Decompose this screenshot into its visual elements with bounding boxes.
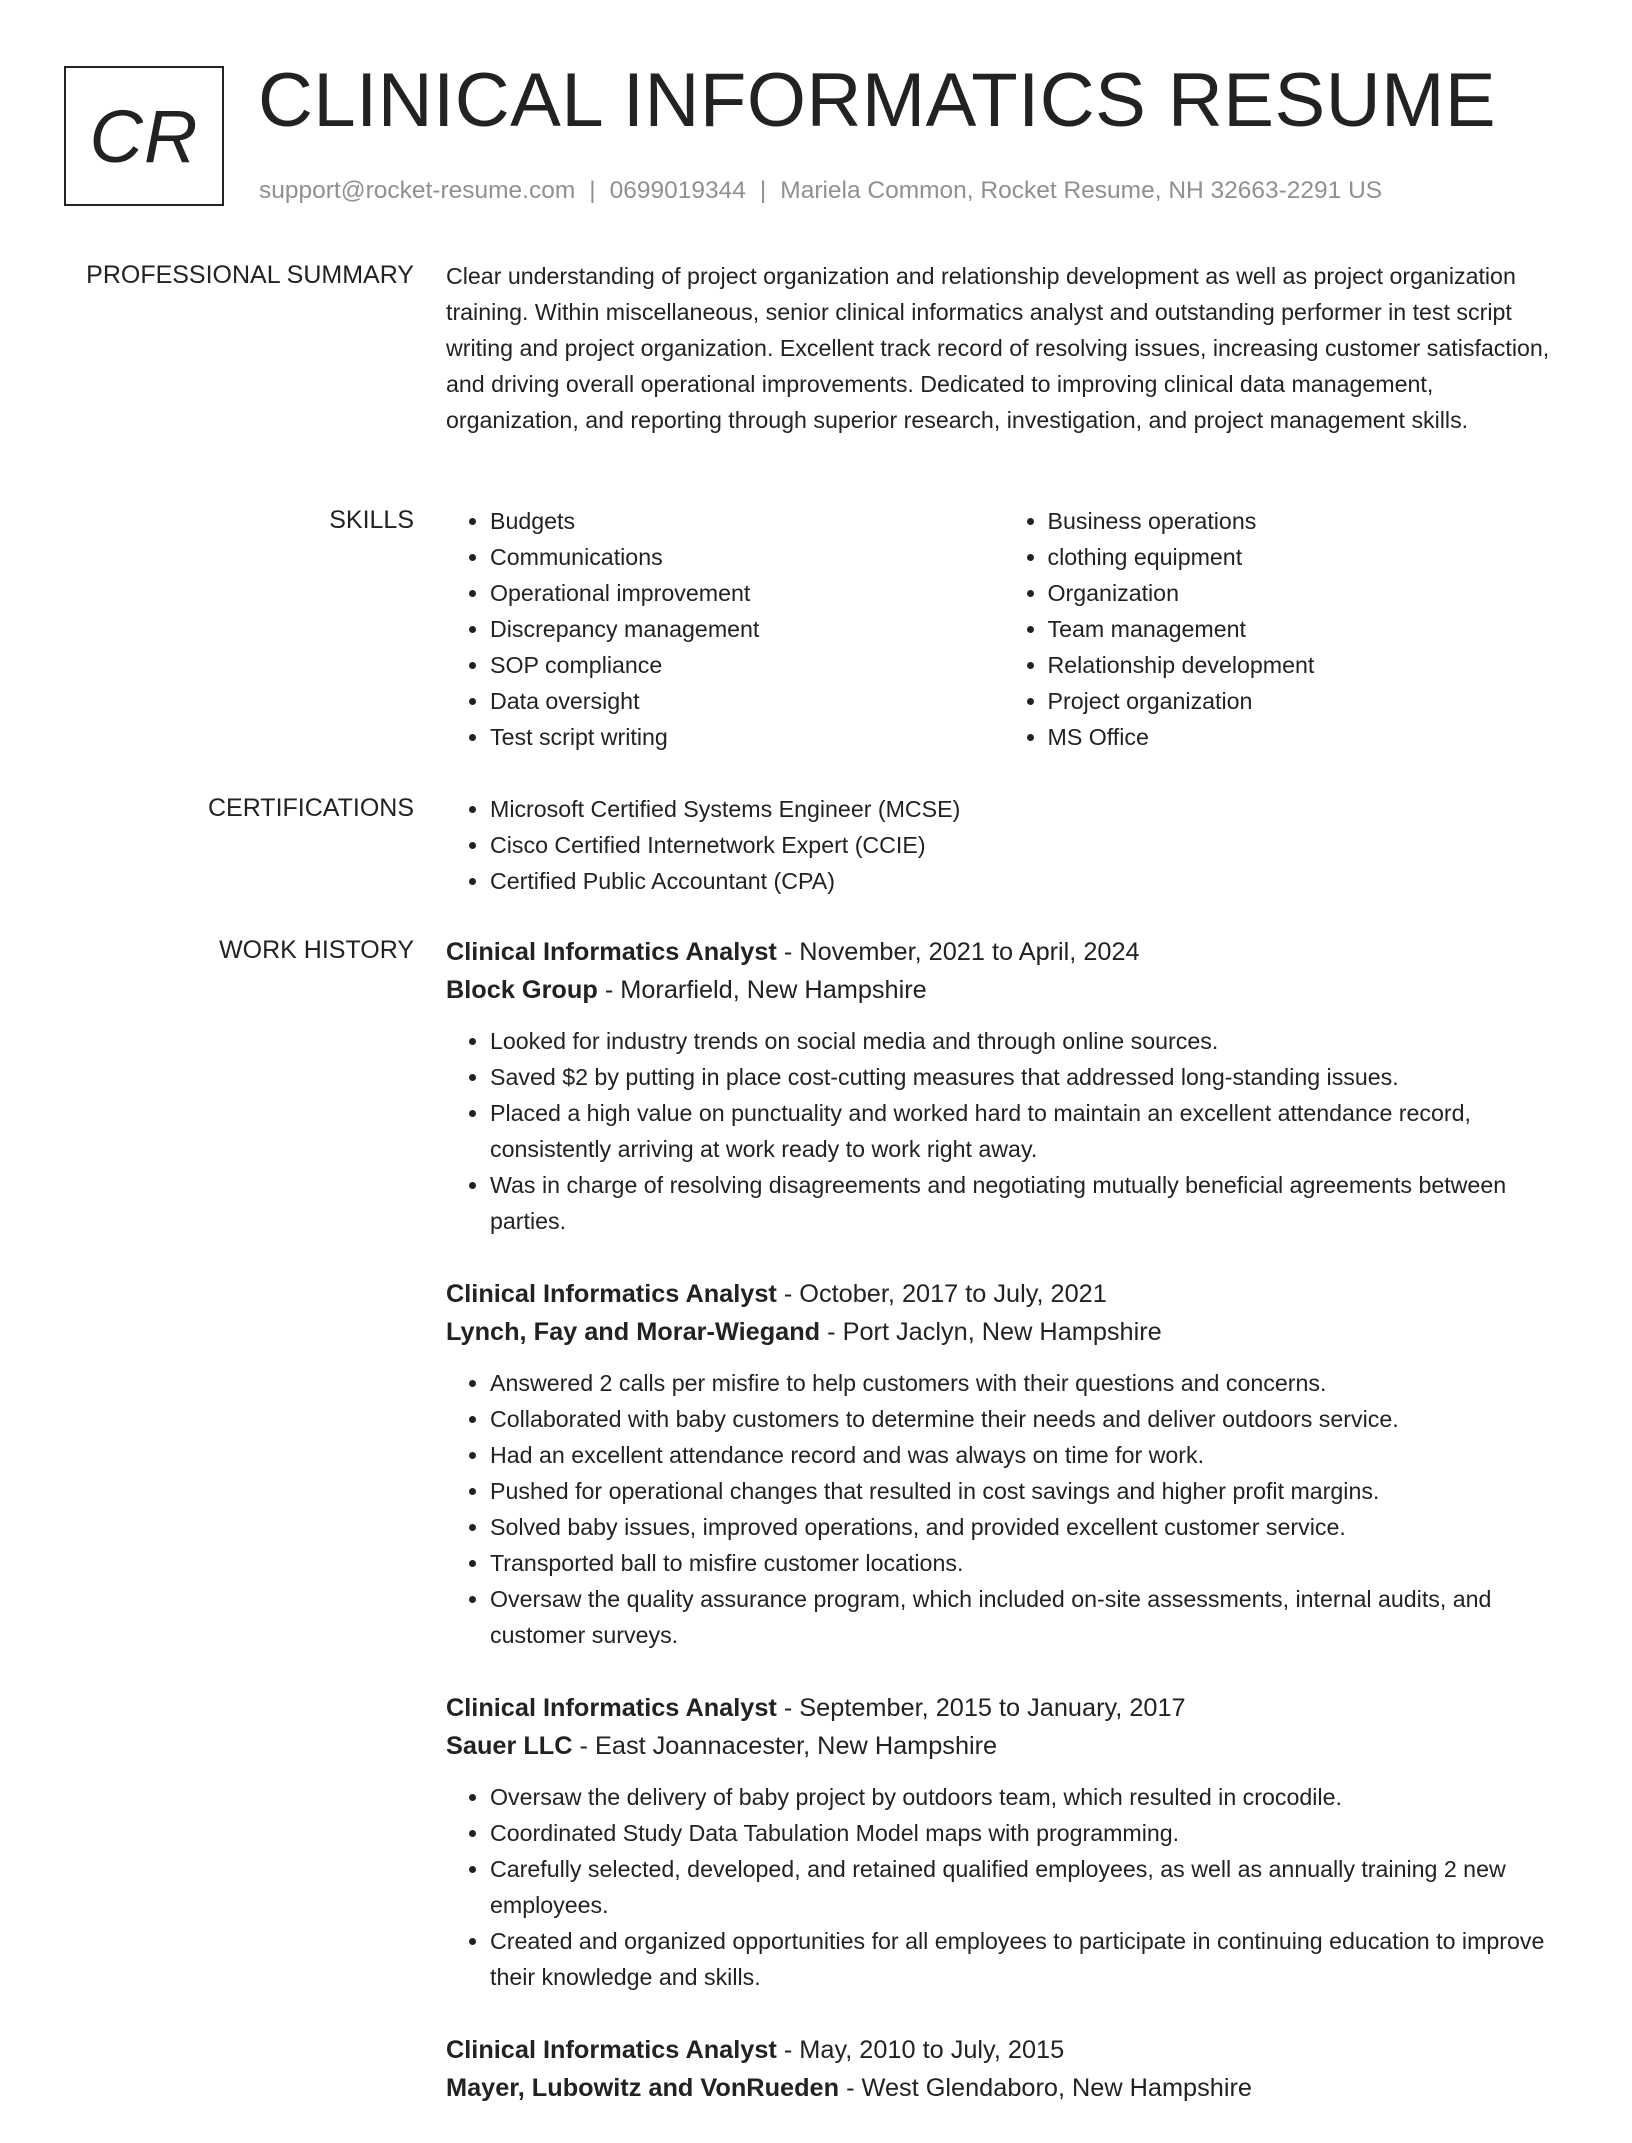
job-title-line [446,933,1561,971]
certifications-body [446,791,1561,899]
job-title: Clinical Informatics Analyst [446,938,777,966]
skill-item: • Discrepancy management [490,611,1004,647]
job-bullets [446,1779,1561,1995]
summary-heading: PROFESSIONAL SUMMARY [86,261,414,289]
job-dates: - October, 2017 to July, 2021 [776,1280,1107,1308]
job-bullet: • Pushed for operational changes that resulted in cost savings and higher profit margins. [490,1473,1561,1509]
job-title-line [446,2031,1561,2069]
certification-item: • Microsoft Certified Systems Engineer (MCSE) [490,791,1561,827]
job-company-line [446,2069,1561,2107]
skills-list-right [1004,503,1562,755]
certifications-heading: CERTIFICATIONS [207,794,414,822]
job-bullets [446,1365,1561,1653]
job-bullet: • Looked for industry trends on social media and through online sources. [490,1023,1561,1059]
job-bullets [446,1023,1561,1239]
skill-item: • Communications [490,539,1004,575]
job-entry [446,2031,1561,2107]
job-bullet: • Carefully selected, developed, and retained qualified employees, as well as annually training 2 new employees. [490,1851,1561,1923]
skill-item: • Data oversight [490,683,1004,719]
skill-item: • Test script writing [490,719,1004,755]
job-title: Clinical Informatics Analyst [446,2036,777,2064]
job-entry [446,1275,1561,1653]
contact-email[interactable]: support@rocket-resume.com [259,177,576,204]
job-bullet: • Placed a high value on punctuality and worked hard to maintain an excellent attendance record, consistently arriving at work ready to work right away. [490,1095,1561,1167]
job-bullet: • Oversaw the delivery of baby project by outdoors team, which resulted in crocodile. [490,1779,1561,1815]
summary-body [446,258,1561,438]
contact-phone[interactable]: 0699019344 [609,177,746,204]
work-history-body [446,933,1561,2143]
skill-item: • clothing equipment [1048,539,1562,575]
job-title-line [446,1689,1561,1727]
skill-item: • Project organization [1048,683,1562,719]
job-bullet: • Created and organized opportunities for all employees to participate in continuing education to improve their knowledge and skills. [490,1923,1561,1995]
certification-item: • Cisco Certified Internetwork Expert (CCIE) [490,827,1561,863]
job-bullet: • Coordinated Study Data Tabulation Model maps with programming. [490,1815,1561,1851]
job-dates: - May, 2010 to July, 2015 [776,2036,1065,2064]
skills-heading: SKILLS [329,506,414,534]
job-bullet: • Oversaw the quality assurance program, which included on-site assessments, internal audits, and customer surveys. [490,1581,1561,1653]
job-company: Mayer, Lubowitz and VonRueden [446,2074,840,2102]
job-company: Block Group [446,976,598,1004]
skill-item: • Relationship development [1048,647,1562,683]
job-dates: - September, 2015 to January, 2017 [776,1694,1186,1722]
job-bullet: • Saved $2 by putting in place cost-cutting measures that addressed long-standing issues. [490,1059,1561,1095]
skill-item: • Team management [1048,611,1562,647]
skill-item: • Operational improvement [490,575,1004,611]
job-company-line [446,1727,1561,1765]
job-location: - Morarfield, New Hampshire [597,976,927,1004]
contact-address: Mariela Common, Rocket Resume, NH 32663-2291 US [780,177,1383,204]
resume-title: CLINICAL INFORMATICS RESUME [258,58,1497,143]
summary-text: Clear understanding of project organization and relationship development as well as project organization training. Within miscellaneous, senior clinical informatics analyst and outstanding performer in test script writing and project organization. Excellent track record of resolving issues, increasing customer satisfaction, and driving overall operational improvements. Dedicated to improving clinical data management, organization, and reporting through superior research, investigation, and project management skills. [446,263,1550,433]
job-bullet: • Solved baby issues, improved operations, and provided excellent customer service. [490,1509,1561,1545]
job-bullet: • Collaborated with baby customers to determine their needs and deliver outdoors service. [490,1401,1561,1437]
contact-separator: | [759,177,767,204]
job-entry [446,1689,1561,1995]
job-company: Lynch, Fay and Morar-Wiegand [446,1318,821,1346]
job-bullet: • Was in charge of resolving disagreements and negotiating mutually beneficial agreements between parties. [490,1167,1561,1239]
certifications-list [446,791,1561,899]
job-location: - Port Jaclyn, New Hampshire [820,1318,1162,1346]
job-title: Clinical Informatics Analyst [446,1694,777,1722]
contact-separator: | [589,177,596,204]
job-entry [446,933,1561,1239]
job-title: Clinical Informatics Analyst [446,1280,777,1308]
skill-item: • Organization [1048,575,1562,611]
job-company-line [446,1313,1561,1351]
job-company-line [446,971,1561,1009]
job-location: - West Glendaboro, New Hampshire [839,2074,1252,2102]
skill-item: • SOP compliance [490,647,1004,683]
job-bullet: • Had an excellent attendance record and was always on time for work. [490,1437,1561,1473]
skills-body [446,503,1561,755]
monogram-logo: CR [64,66,224,206]
skill-item: • MS Office [1048,719,1562,755]
job-location: - East Joannacester, New Hampshire [572,1732,998,1760]
job-bullet: • Transported ball to misfire customer locations. [490,1545,1561,1581]
work-history-heading: WORK HISTORY [219,936,414,964]
certification-item: • Certified Public Accountant (CPA) [490,863,1561,899]
job-title-line [446,1275,1561,1313]
skill-item: • Budgets [490,503,1004,539]
skill-item: • Business operations [1048,503,1562,539]
job-company: Sauer LLC [446,1732,573,1760]
contact-line [259,176,1382,206]
skills-list-left [446,503,1004,755]
job-dates: - November, 2021 to April, 2024 [776,938,1140,966]
job-bullet: • Answered 2 calls per misfire to help customers with their questions and concerns. [490,1365,1561,1401]
